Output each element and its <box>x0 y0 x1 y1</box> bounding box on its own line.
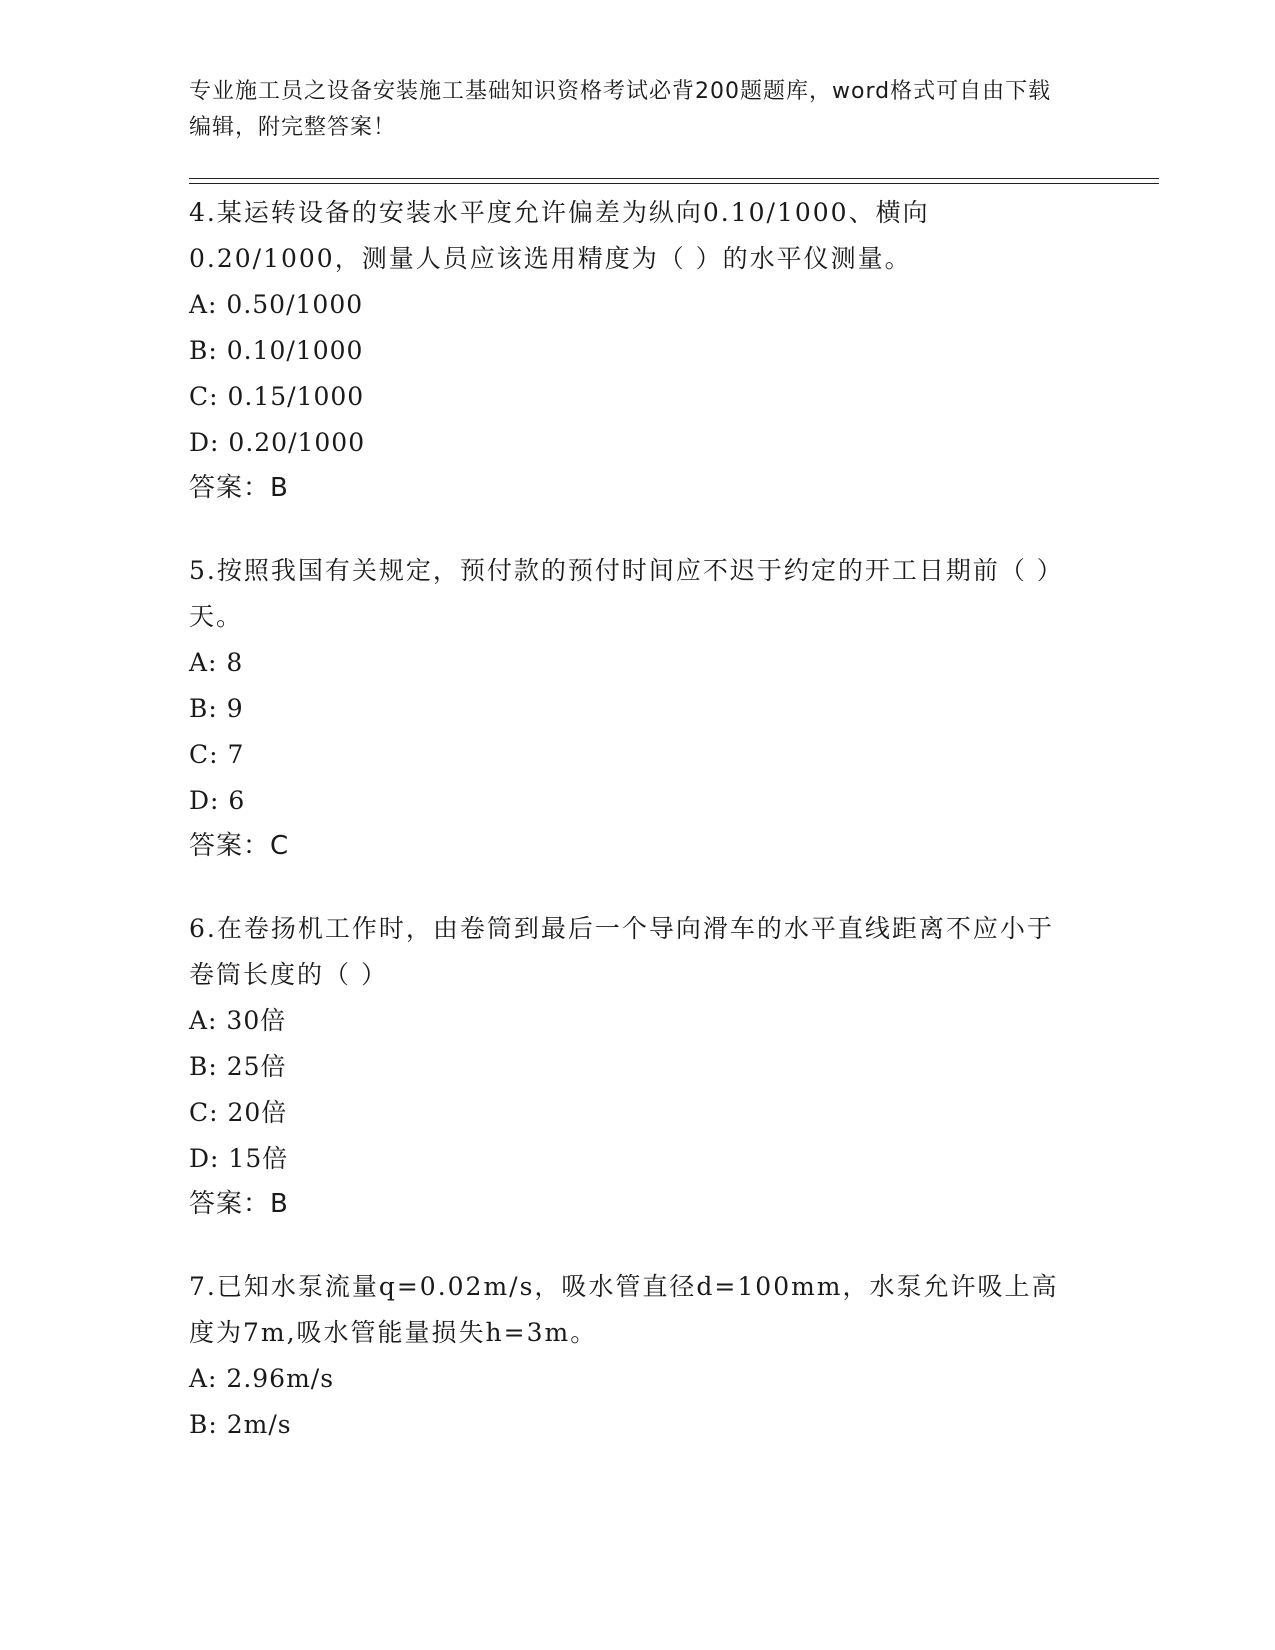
answer: 答案：B <box>189 1189 289 1219</box>
option-b: B: 25倍 <box>189 1052 287 1081</box>
question-6 <box>189 906 1089 1226</box>
question-text: 5.按照我国有关规定，预付款的预付时间应不迟于约定的开工日期前（ ）天。 <box>189 556 1064 631</box>
question-text: 7.已知水泵流量q=0.02m/s，吸水管直径d=100mm，水泵允许吸上高度为7m,吸水管能量损失h=3m。 <box>189 1272 1059 1347</box>
answer: 答案：C <box>189 831 290 861</box>
option-a: A: 2.96m/s <box>189 1364 335 1393</box>
question-5 <box>189 548 1089 868</box>
option-c: C: 7 <box>189 740 245 769</box>
document-header <box>189 74 1069 146</box>
option-b: B: 0.10/1000 <box>189 336 364 365</box>
question-text: 4.某运转设备的安装水平度允许偏差为纵向0.10/1000、横向0.20/1000，测量人员应该选用精度为（ ）的水平仪测量。 <box>189 198 930 273</box>
option-a: A: 30倍 <box>189 1006 287 1035</box>
option-d: D: 6 <box>189 786 246 815</box>
header-divider-bottom <box>189 183 1159 184</box>
question-text: 6.在卷扬机工作时，由卷筒到最后一个导向滑车的水平直线距离不应小于卷筒长度的（ ） <box>189 914 1054 989</box>
question-7 <box>189 1264 1089 1448</box>
option-a: A: 0.50/1000 <box>189 290 364 319</box>
option-b: B: 2m/s <box>189 1410 292 1439</box>
option-a: A: 8 <box>189 648 244 677</box>
option-d: D: 0.20/1000 <box>189 428 366 457</box>
question-4 <box>189 190 1089 510</box>
option-d: D: 15倍 <box>189 1144 289 1173</box>
option-b: B: 9 <box>189 694 244 723</box>
question-list <box>189 190 1089 1486</box>
header-divider-top <box>189 178 1159 179</box>
document-title: 专业施工员之设备安装施工基础知识资格考试必背200题题库，word格式可自由下载编辑，附完整答案！ <box>189 79 1052 140</box>
answer: 答案：B <box>189 473 289 503</box>
option-c: C: 0.15/1000 <box>189 382 365 411</box>
option-c: C: 20倍 <box>189 1098 288 1127</box>
